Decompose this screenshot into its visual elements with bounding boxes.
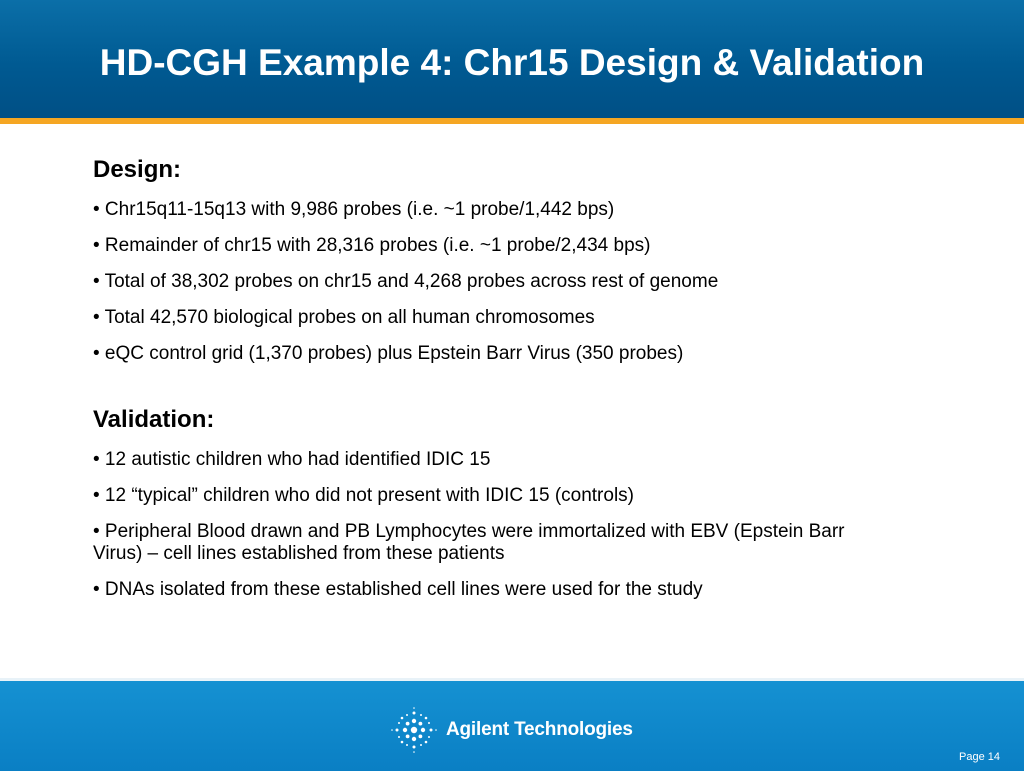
validation-bullet: • DNAs isolated from these established cell lines were used for the study xyxy=(93,579,703,600)
footer-bar xyxy=(0,678,1024,771)
validation-bullet-list xyxy=(93,449,973,601)
design-bullet-list xyxy=(93,199,973,365)
header-bar xyxy=(0,0,1024,118)
validation-bullet: • 12 “typical” children who did not present with IDIC 15 (controls) xyxy=(93,485,634,506)
validation-bullet: • 12 autistic children who had identified IDIC 15 xyxy=(93,449,491,470)
slide-title: HD-CGH Example 4: Chr15 Design & Validation xyxy=(99,42,925,83)
design-heading: Design: xyxy=(93,156,182,183)
agilent-logo xyxy=(390,705,633,755)
design-section xyxy=(93,155,973,365)
logo-text: Agilent Technologies xyxy=(446,719,633,740)
slide-content xyxy=(93,155,973,615)
page-number: Page 14 xyxy=(959,751,1000,763)
validation-heading: Validation: xyxy=(93,406,215,433)
design-bullet: • Chr15q11-15q13 with 9,986 probes (i.e. ~1 probe/1,442 bps) xyxy=(93,199,615,220)
validation-section xyxy=(93,405,973,601)
design-bullet: • Total of 38,302 probes on chr15 and 4,268 probes across rest of genome xyxy=(93,271,719,292)
design-bullet: • Remainder of chr15 with 28,316 probes (i.e. ~1 probe/2,434 bps) xyxy=(93,235,651,256)
design-bullet: • Total 42,570 biological probes on all human chromosomes xyxy=(93,307,595,328)
header-accent-line xyxy=(0,118,1024,124)
validation-bullet: • Peripheral Blood drawn and PB Lymphocytes were immortalized with EBV (Epstein Barr Virus) – cell lines established from these patients xyxy=(93,521,845,564)
agilent-spark-icon xyxy=(390,706,438,754)
design-bullet: • eQC control grid (1,370 probes) plus Epstein Barr Virus (350 probes) xyxy=(93,343,684,364)
